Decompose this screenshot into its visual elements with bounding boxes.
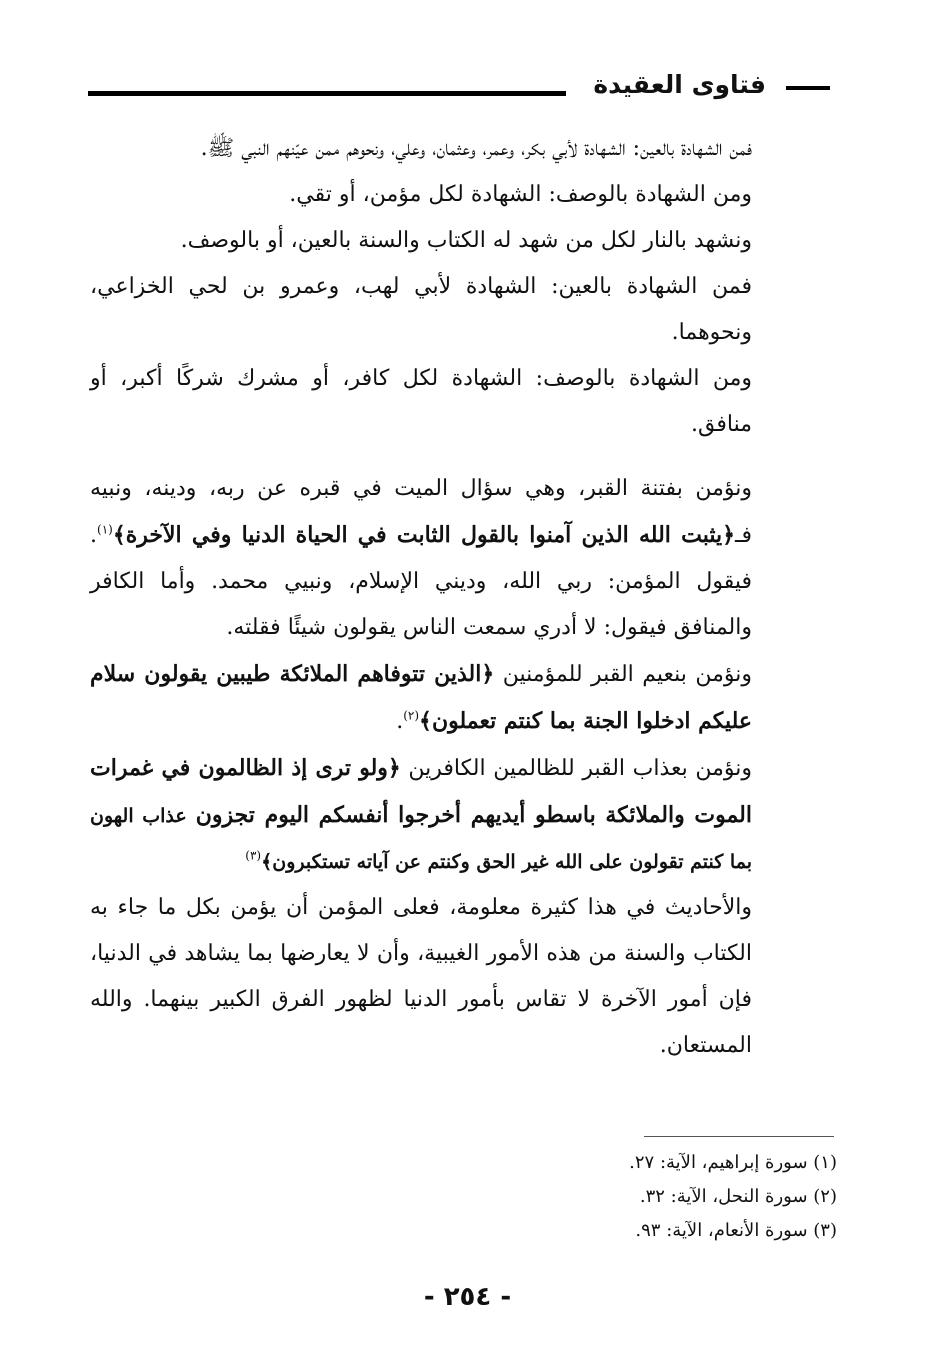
page-number: - ٢٥٤ - — [423, 1282, 512, 1312]
quran-quote: ﴿الذين تتوفاهم الملائكة طيبين يقولون سلام عليكم ادخلوا الجنة بما كنتم تعملون﴾ — [90, 661, 752, 734]
header-rule-long — [88, 91, 566, 96]
footnote-ref: (١) — [97, 522, 113, 537]
main-text — [90, 126, 830, 1069]
running-header — [88, 66, 830, 106]
footnote-3: (٣) سورة الأنعام، الآية: ٩٣. — [635, 1220, 837, 1241]
paragraph-trial-of-grave — [90, 466, 830, 651]
paragraph-testimony-of-fire: ونشهد بالنار لكل من شهد له الكتاب والسنة بالعين، أو بالوصف. — [180, 228, 752, 253]
paragraph-text: ونؤمن بنعيم القبر للمؤمنين — [494, 662, 752, 687]
paragraph-testimony-by-name: فمن الشهادة بالعين: الشهادة لأبي بكر، وعمر، وعثمان، وعلي، ونحوهم ممن عيّنهم النبي ﷺ. — [200, 136, 752, 161]
footnote-1: (١) سورة إبراهيم، الآية: ٢٧. — [629, 1152, 837, 1173]
paragraph-fire-by-name: فمن الشهادة بالعين: الشهادة لأبي لهب، وعمرو بن لحي الخزاعي، ونحوهما. — [90, 274, 752, 345]
paragraph-text: . — [396, 709, 404, 734]
footnote-ref: (٢) — [403, 708, 420, 723]
quran-quote-continued: عذاب الهون بما كنتم تقولون على الله غير الحق وكنتم عن آياته تستكبرون﴾ — [90, 805, 752, 873]
paragraph-testimony-by-description: ومن الشهادة بالوصف: الشهادة لكل مؤمن، أو تقي. — [289, 182, 752, 207]
paragraph-text: . فيقول المؤمن: ربي الله، وديني الإسلام، ونبيي محمد. وأما الكافر والمنافق فيقول: لا أدري سمعت الناس يقولون شيئًا فقلته. — [90, 523, 752, 640]
book-title: فتاوى العقيدة — [593, 70, 766, 99]
paragraph-text: ونؤمن بعذاب القبر للظالمين الكافرين — [400, 756, 752, 781]
paragraph-hadiths: والأحاديث في هذا كثيرة معلومة، فعلى المؤمن أن يؤمن بكل ما جاء به الكتاب والسنة من هذه الأمور الغيبية، وأن لا يعارضها بما يشاهد في الدنيا، فإن أمور الآخرة لا تقاس بأمور الدنيا لظهور الفرق الكبير بينهما. والله المستعان. — [90, 895, 752, 1058]
paragraph-fire-by-description: ومن الشهادة بالوصف: الشهادة لكل كافر، أو مشرك شركًا أكبر، أو منافق. — [90, 366, 752, 437]
header-rule-short — [786, 86, 830, 90]
paragraph-text: ونؤمن بفتنة القبر، وهي سؤال الميت في قبره عن ربه، ودينه، ونبيه فـ — [90, 476, 752, 548]
quran-quote: ﴿ولو ترى إذ الظالمون في غمرات الموت والملائكة باسطو أيديهم أخرجوا أنفسكم اليوم تجزون — [90, 755, 752, 828]
quran-quote: ﴿يثبت الله الذين آمنوا بالقول الثابت في الحياة الدنيا وفي الآخرة﴾ — [112, 522, 736, 548]
paragraph-bliss-of-grave — [90, 651, 830, 745]
footnotes — [477, 1146, 837, 1248]
footnote-2: (٢) سورة النحل، الآية: ٣٢. — [639, 1186, 837, 1207]
footnote-divider — [644, 1136, 834, 1137]
paragraph-punishment-of-grave — [90, 745, 830, 885]
footnote-ref: (٣) — [245, 848, 262, 863]
